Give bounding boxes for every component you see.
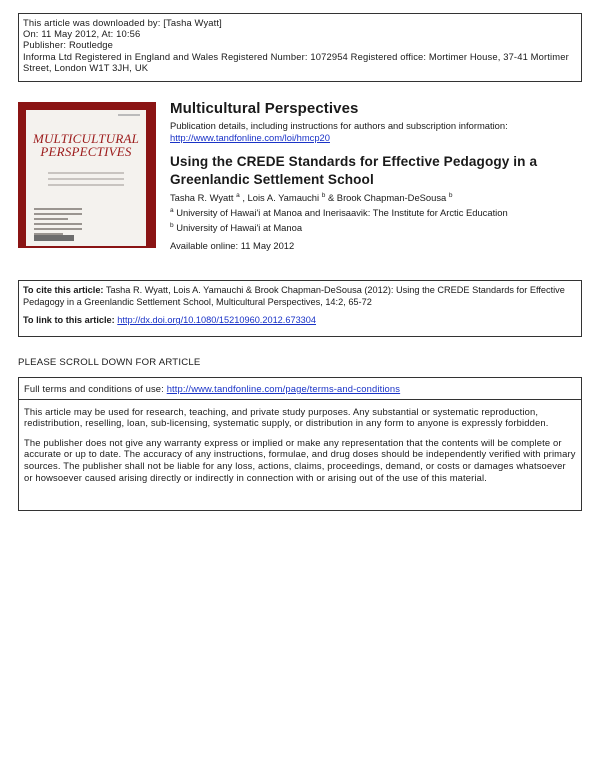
cover-title-line2: PERSPECTIVES <box>40 144 132 159</box>
author-name: & Brook Chapman-DeSousa <box>327 192 447 203</box>
journal-link[interactable]: http://www.tandfonline.com/loi/hmcp20 <box>170 131 330 143</box>
affiliation-a <box>170 207 508 218</box>
available-online-date: Available online: 11 May 2012 <box>170 240 295 251</box>
cite-text: Tasha R. Wyatt, Lois A. Yamauchi & Brook Chapman-DeSousa (2012): Using the CREDE Standards for Effective Pedagogy in a Greenlandic Settlement School, Multicultural Perspectives, 14:2, 65-72 <box>23 285 565 307</box>
terms-paragraph-disclaimer: The publisher does not give any warranty express or implied or make any representation that the contents will be complete or accurate or up to date. The accuracy of any instructions, formulae, and drug doses should be independently verified with primary sources. The publisher shall not be liable for any loss, actions, claims, proceedings, demand, or costs or damages whatsoever or howsoever caused arising directly or indirectly in connection with or arising out of the use of this material. <box>24 436 576 483</box>
cover-contents-lines <box>34 208 82 238</box>
cover-subtitle-lines <box>48 172 124 190</box>
author-affiliation-marker[interactable]: b <box>448 192 453 199</box>
citation-box <box>18 280 582 337</box>
affiliation-text: University of Hawai'i at Manoa <box>176 222 303 233</box>
author-affiliation-marker[interactable]: a <box>236 192 240 199</box>
affiliation-marker: a <box>170 207 174 214</box>
journal-cover-image <box>18 102 156 248</box>
author-affiliation-marker[interactable]: b <box>321 192 326 199</box>
scroll-down-notice: PLEASE SCROLL DOWN FOR ARTICLE <box>18 357 201 368</box>
cite-label: To cite this article: <box>23 285 104 295</box>
publisher-logo <box>34 235 74 241</box>
author-name: , Lois A. Yamauchi <box>242 192 320 203</box>
publication-details-text: Publication details, including instructions for authors and subscription information: <box>170 120 508 131</box>
affiliation-b <box>170 222 302 233</box>
article-title: Using the CREDE Standards for Effective Pedagogy in a Greenlandic Settlement School <box>170 154 538 187</box>
downloaded-by-line: This article was downloaded by: [Tasha Wyatt] <box>23 17 222 28</box>
terms-line <box>24 383 576 395</box>
affiliation-marker: b <box>170 222 174 229</box>
article-link-line <box>23 315 577 327</box>
publisher-line: Publisher: Routledge <box>23 39 114 51</box>
author-name: Tasha R. Wyatt <box>170 192 234 203</box>
affiliation-text: University of Hawai'i at Manoa and Inerisaavik: The Institute for Arctic Education <box>176 207 508 218</box>
cover-title-line1: MULTICULTURAL <box>32 131 140 146</box>
download-notice-box <box>18 13 582 82</box>
citation <box>23 285 577 308</box>
terms-box <box>18 377 582 511</box>
cover-page <box>26 110 146 246</box>
terms-paragraph-usage: This article may be used for research, teaching, and private study purposes. Any substantial or systematic reproduction, redistribution, reselling, loan, sub-licensing, systematic supply, or distribution in any form to anyone is expressly forbidden. <box>24 405 549 429</box>
journal-title: Multicultural Perspectives <box>170 100 359 117</box>
author-list <box>170 192 452 203</box>
link-label: To link to this article: <box>23 315 115 326</box>
terms-divider <box>19 399 581 400</box>
doi-link[interactable]: http://dx.doi.org/10.1080/15210960.2012.673304 <box>117 315 317 326</box>
publication-details <box>170 120 508 143</box>
cover-top-mark <box>118 114 140 116</box>
download-date-line: On: 11 May 2012, At: 10:56 <box>23 28 141 40</box>
terms-label: Full terms and conditions of use: <box>24 383 164 394</box>
registration-line: Informa Ltd Registered in England and Wales Registered Number: 1072954 Registered office: Mortimer House, 37-41 Mortimer Street, London W1T 3JH, UK <box>23 50 569 73</box>
terms-link[interactable]: http://www.tandfonline.com/page/terms-and-conditions <box>166 383 401 394</box>
cover-title <box>29 132 143 158</box>
